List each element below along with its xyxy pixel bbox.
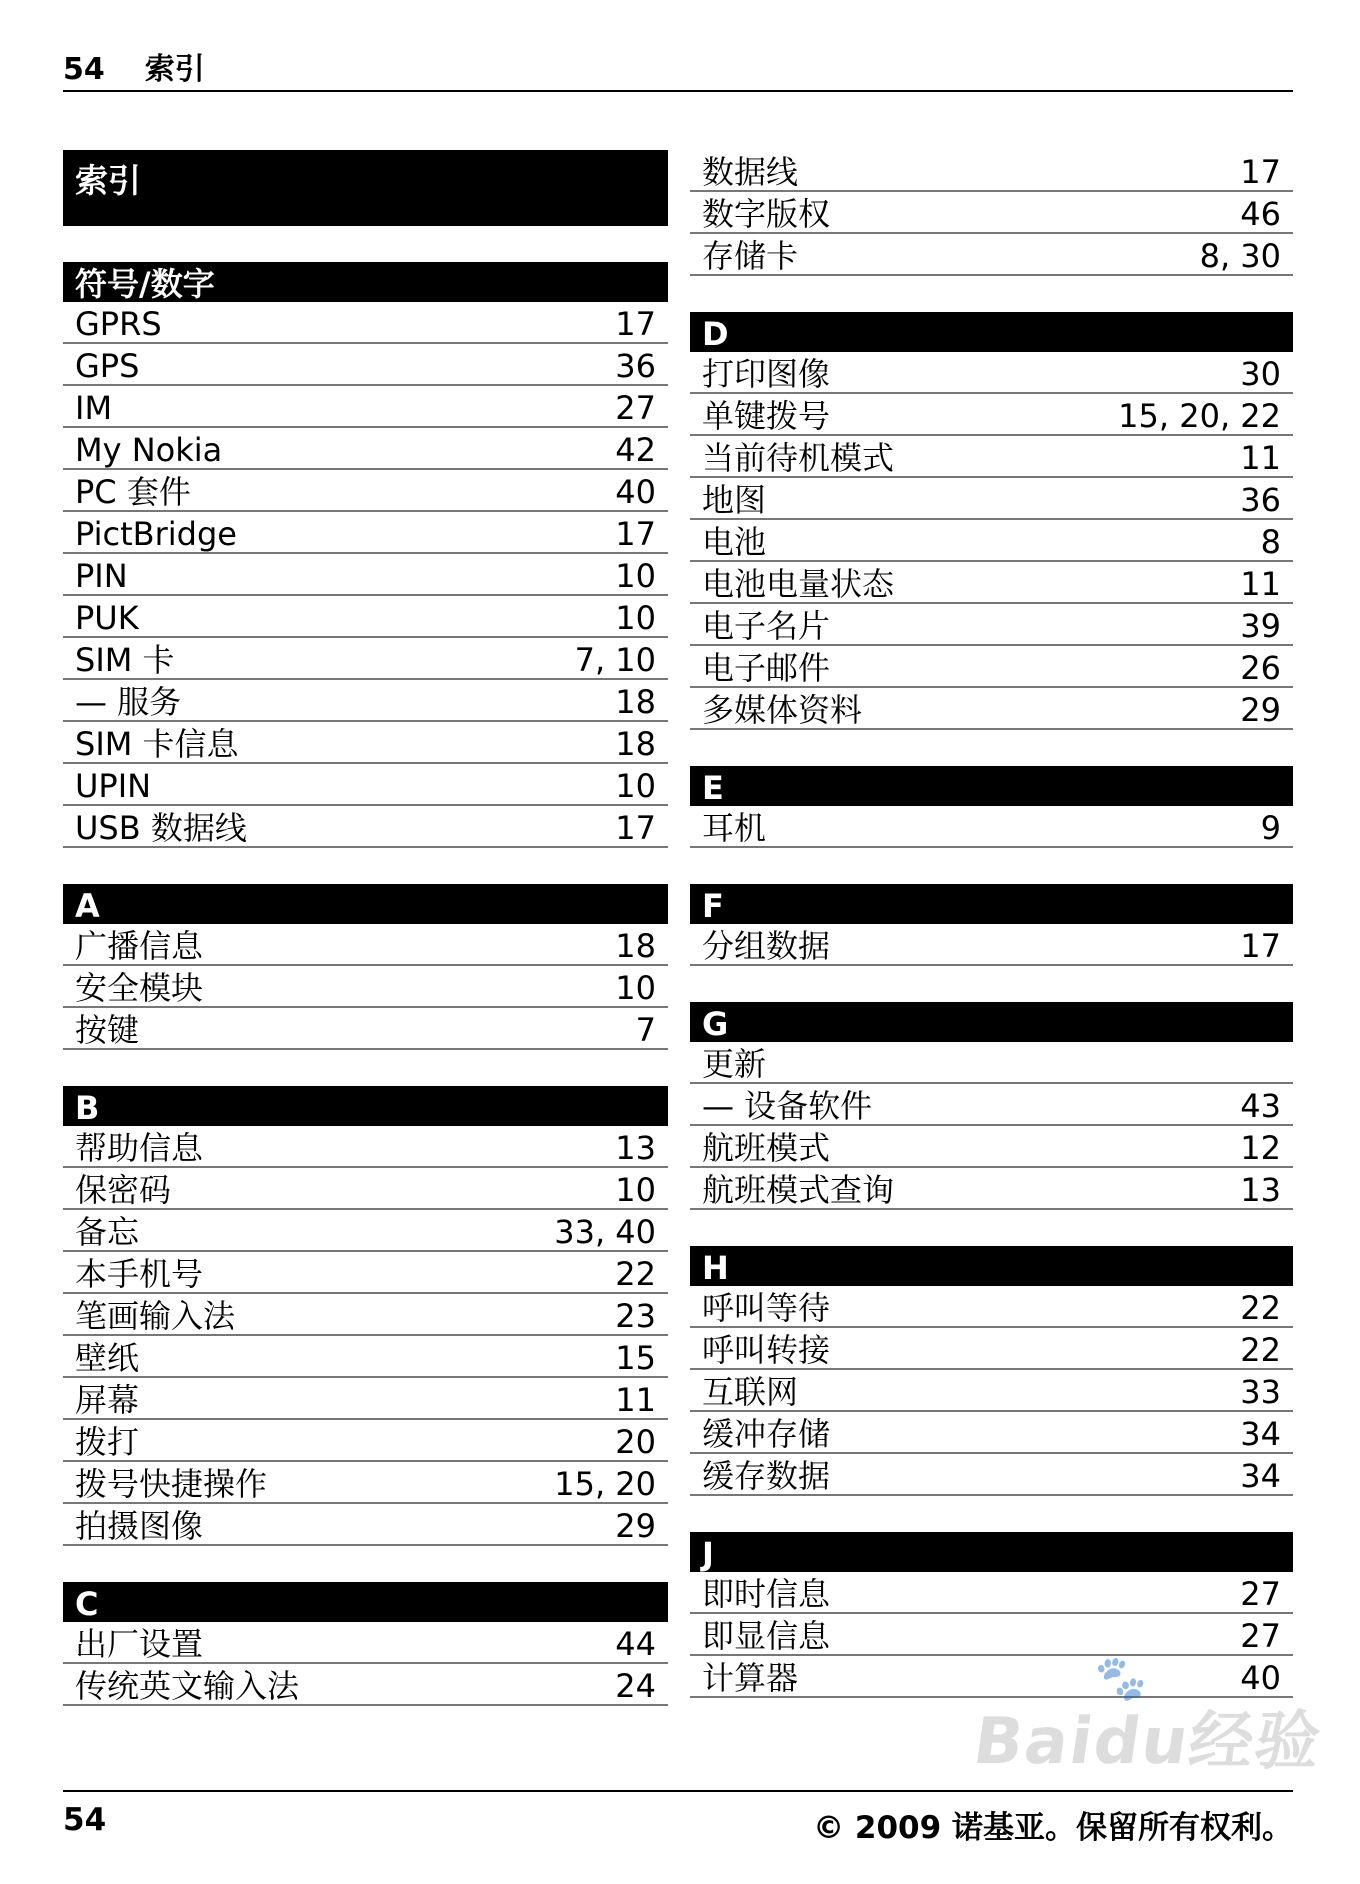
entry-pages: 34 xyxy=(1240,1457,1281,1495)
entry-term: 地图 xyxy=(702,481,767,519)
index-entry xyxy=(690,394,1293,436)
entry-pages: 10 xyxy=(615,969,656,1007)
index-entry xyxy=(63,1210,668,1252)
entry-pages: 22 xyxy=(615,1255,656,1293)
index-entry xyxy=(690,1084,1293,1126)
entry-pages: 11 xyxy=(1240,439,1281,477)
entry-pages: 29 xyxy=(1240,691,1281,729)
entry-term: 传统英文输入法 xyxy=(75,1667,300,1705)
entry-term: 广播信息 xyxy=(75,927,204,965)
index-entry xyxy=(690,1286,1293,1328)
index-entry xyxy=(63,596,668,638)
index-entry xyxy=(63,1420,668,1462)
entry-pages: 24 xyxy=(615,1667,656,1705)
entry-pages: 18 xyxy=(615,725,656,763)
entry-term: 拨号快捷操作 xyxy=(75,1465,268,1503)
section-heading: F xyxy=(690,884,1293,924)
index-entry xyxy=(690,352,1293,394)
index-title: 索引 xyxy=(75,161,141,200)
entry-term: 笔画输入法 xyxy=(75,1297,236,1335)
index-entry xyxy=(63,1462,668,1504)
index-title-bar xyxy=(63,150,668,226)
entry-pages: 34 xyxy=(1240,1415,1281,1453)
entry-term: 电池电量状态 xyxy=(702,565,895,603)
entry-term: GPRS xyxy=(75,305,162,343)
entry-term: 缓存数据 xyxy=(702,1457,831,1495)
index-section xyxy=(690,1002,1293,1210)
entry-pages: 12 xyxy=(1240,1129,1281,1167)
index-entry xyxy=(690,234,1293,276)
entry-pages: 36 xyxy=(615,347,656,385)
index-entry xyxy=(63,386,668,428)
entry-term: 呼叫等待 xyxy=(702,1289,831,1327)
entry-term: 按键 xyxy=(75,1011,140,1049)
entry-pages: 46 xyxy=(1240,195,1281,233)
entry-pages: 15, 20 xyxy=(554,1465,656,1503)
entry-term: USB 数据线 xyxy=(75,809,247,847)
right-sections xyxy=(690,312,1293,1698)
entry-pages: 15, 20, 22 xyxy=(1118,397,1281,435)
index-entry xyxy=(690,1168,1293,1210)
entry-term: 缓冲存储 xyxy=(702,1415,831,1453)
index-entry xyxy=(690,1412,1293,1454)
entry-term: 屏幕 xyxy=(75,1381,140,1419)
index-entry xyxy=(63,1294,668,1336)
index-entry xyxy=(690,192,1293,234)
index-entry xyxy=(63,470,668,512)
index-entry xyxy=(63,680,668,722)
continued-entries xyxy=(690,150,1293,276)
index-entry xyxy=(690,1328,1293,1370)
entry-term: SIM 卡 xyxy=(75,641,175,679)
entry-pages: 44 xyxy=(615,1625,656,1663)
index-entry xyxy=(63,1126,668,1168)
entry-pages: 27 xyxy=(1240,1575,1281,1613)
index-entry xyxy=(63,1664,668,1706)
entry-term: 航班模式查询 xyxy=(702,1171,895,1209)
section-heading: A xyxy=(63,884,668,924)
entry-pages: 39 xyxy=(1240,607,1281,645)
index-entry xyxy=(63,722,668,764)
index-entry xyxy=(690,478,1293,520)
entry-term: 计算器 xyxy=(702,1659,799,1697)
footer-page-number: 54 xyxy=(63,1802,107,1838)
entry-term: 备忘 xyxy=(75,1213,140,1251)
index-entry xyxy=(63,1504,668,1546)
entry-pages: 43 xyxy=(1240,1087,1281,1125)
entry-term: 数据线 xyxy=(702,153,799,191)
section-heading: C xyxy=(63,1582,668,1622)
index-entry xyxy=(690,150,1293,192)
entry-term: 即显信息 xyxy=(702,1617,831,1655)
entry-term: 拨打 xyxy=(75,1423,140,1461)
entry-pages: 10 xyxy=(615,599,656,637)
entry-pages: 33 xyxy=(1240,1373,1281,1411)
entry-term: 多媒体资料 xyxy=(702,691,863,729)
index-entry xyxy=(690,436,1293,478)
entry-pages: 18 xyxy=(615,927,656,965)
entry-pages: 29 xyxy=(615,1507,656,1545)
entry-pages: 17 xyxy=(1240,153,1281,191)
entry-term: 航班模式 xyxy=(702,1129,831,1167)
entry-pages: 17 xyxy=(615,515,656,553)
entry-term: GPS xyxy=(75,347,140,385)
index-entry xyxy=(63,924,668,966)
index-section xyxy=(690,884,1293,966)
entry-pages: 7 xyxy=(635,1011,656,1049)
watermark-text: Baidu经验 xyxy=(968,1705,1327,1779)
page-header xyxy=(63,52,1293,92)
entry-term: UPIN xyxy=(75,767,152,805)
entry-pages: 40 xyxy=(1240,1659,1281,1697)
entry-pages: 33, 40 xyxy=(554,1213,656,1251)
section-heading: D xyxy=(690,312,1293,352)
entry-term: 本手机号 xyxy=(75,1255,204,1293)
index-entry xyxy=(63,1252,668,1294)
index-entry xyxy=(690,924,1293,966)
section-heading: J xyxy=(690,1532,1293,1572)
entry-term: 更新 xyxy=(702,1045,767,1083)
entry-term: PC 套件 xyxy=(75,473,191,511)
index-entry xyxy=(63,638,668,680)
page-footer xyxy=(63,1790,1293,1847)
entry-pages: 36 xyxy=(1240,481,1281,519)
index-section xyxy=(63,262,668,848)
entry-pages: 10 xyxy=(615,1171,656,1209)
entry-pages: 40 xyxy=(615,473,656,511)
entry-term: 壁纸 xyxy=(75,1339,140,1377)
index-entry xyxy=(63,966,668,1008)
entry-term: — 服务 xyxy=(75,683,182,721)
index-entry xyxy=(690,604,1293,646)
entry-term: 保密码 xyxy=(75,1171,172,1209)
entry-term: 电池 xyxy=(702,523,767,561)
entry-pages: 8 xyxy=(1260,523,1281,561)
section-heading: H xyxy=(690,1246,1293,1286)
index-entry xyxy=(690,1126,1293,1168)
entry-pages: 20 xyxy=(615,1423,656,1461)
left-sections xyxy=(63,262,668,1706)
entry-pages: 17 xyxy=(615,305,656,343)
section-heading: G xyxy=(690,1002,1293,1042)
entry-pages: 9 xyxy=(1260,809,1281,847)
entry-term: 单键拨号 xyxy=(702,397,831,435)
index-entry xyxy=(63,428,668,470)
entry-term: 互联网 xyxy=(702,1373,799,1411)
entry-pages: 17 xyxy=(615,809,656,847)
index-entry xyxy=(63,1336,668,1378)
entry-term: PIN xyxy=(75,557,128,595)
entry-term: 即时信息 xyxy=(702,1575,831,1613)
entry-pages: 13 xyxy=(615,1129,656,1167)
index-section xyxy=(63,1086,668,1546)
entry-pages: 27 xyxy=(615,389,656,427)
index-entry xyxy=(63,764,668,806)
entry-pages: 22 xyxy=(1240,1289,1281,1327)
entry-pages: 11 xyxy=(1240,565,1281,603)
entry-term: PictBridge xyxy=(75,515,237,553)
entry-term: 当前待机模式 xyxy=(702,439,895,477)
footer-copyright: © 2009 诺基亚。保留所有权利。 xyxy=(813,1810,1293,1846)
index-entry xyxy=(690,520,1293,562)
index-entry xyxy=(690,806,1293,848)
entry-pages: 23 xyxy=(615,1297,656,1335)
header-title: 索引 xyxy=(144,52,205,87)
entry-term: 安全模块 xyxy=(75,969,204,1007)
index-entry xyxy=(63,806,668,848)
index-section xyxy=(690,766,1293,848)
index-entry xyxy=(63,554,668,596)
entry-term: IM xyxy=(75,389,113,427)
index-entry xyxy=(63,1008,668,1050)
section-heading: E xyxy=(690,766,1293,806)
index-entry xyxy=(690,688,1293,730)
index-entry xyxy=(63,1378,668,1420)
entry-term: 帮助信息 xyxy=(75,1129,204,1167)
left-column xyxy=(63,150,668,1742)
index-entry xyxy=(63,512,668,554)
paw-icon: 🐾 xyxy=(1089,1653,1154,1704)
index-entry xyxy=(690,562,1293,604)
entry-term: 拍摄图像 xyxy=(75,1507,204,1545)
entry-term: 存储卡 xyxy=(702,237,799,275)
entry-pages: 10 xyxy=(615,557,656,595)
entry-pages: 27 xyxy=(1240,1617,1281,1655)
entry-pages: 13 xyxy=(1240,1171,1281,1209)
entry-pages: 7, 10 xyxy=(574,641,656,679)
entry-term: — 设备软件 xyxy=(702,1087,873,1125)
entry-pages: 8, 30 xyxy=(1199,237,1281,275)
entry-term: 耳机 xyxy=(702,809,767,847)
section-heading: 符号/数字 xyxy=(63,262,668,302)
entry-term: 电子邮件 xyxy=(702,649,831,687)
section-heading: B xyxy=(63,1086,668,1126)
entry-term: 呼叫转接 xyxy=(702,1331,831,1369)
index-entry xyxy=(690,646,1293,688)
entry-term: 出厂设置 xyxy=(75,1625,204,1663)
index-entry xyxy=(63,344,668,386)
index-section xyxy=(63,1582,668,1706)
entry-pages: 42 xyxy=(615,431,656,469)
entry-pages: 30 xyxy=(1240,355,1281,393)
entry-pages: 17 xyxy=(1240,927,1281,965)
entry-term: 电子名片 xyxy=(702,607,831,645)
entry-pages: 18 xyxy=(615,683,656,721)
entry-pages: 26 xyxy=(1240,649,1281,687)
index-entry xyxy=(63,1168,668,1210)
header-page-number: 54 xyxy=(63,52,105,87)
index-section xyxy=(690,312,1293,730)
index-section xyxy=(690,1532,1293,1698)
entry-term: 打印图像 xyxy=(702,355,831,393)
right-column xyxy=(690,150,1293,1734)
entry-pages: 15 xyxy=(615,1339,656,1377)
entry-pages: 11 xyxy=(615,1381,656,1419)
index-section xyxy=(63,884,668,1050)
index-entry xyxy=(690,1370,1293,1412)
index-section xyxy=(690,1246,1293,1496)
entry-pages: 10 xyxy=(615,767,656,805)
entry-term: My Nokia xyxy=(75,431,223,469)
index-entry xyxy=(690,1572,1293,1614)
entry-term: 数字版权 xyxy=(702,195,831,233)
index-entry xyxy=(63,1622,668,1664)
index-entry xyxy=(690,1042,1293,1084)
entry-term: 分组数据 xyxy=(702,927,831,965)
entry-term: PUK xyxy=(75,599,139,637)
entry-pages: 22 xyxy=(1240,1331,1281,1369)
index-entry xyxy=(63,302,668,344)
index-entry xyxy=(690,1454,1293,1496)
entry-term: SIM 卡信息 xyxy=(75,725,239,763)
index-entry xyxy=(690,1614,1293,1656)
